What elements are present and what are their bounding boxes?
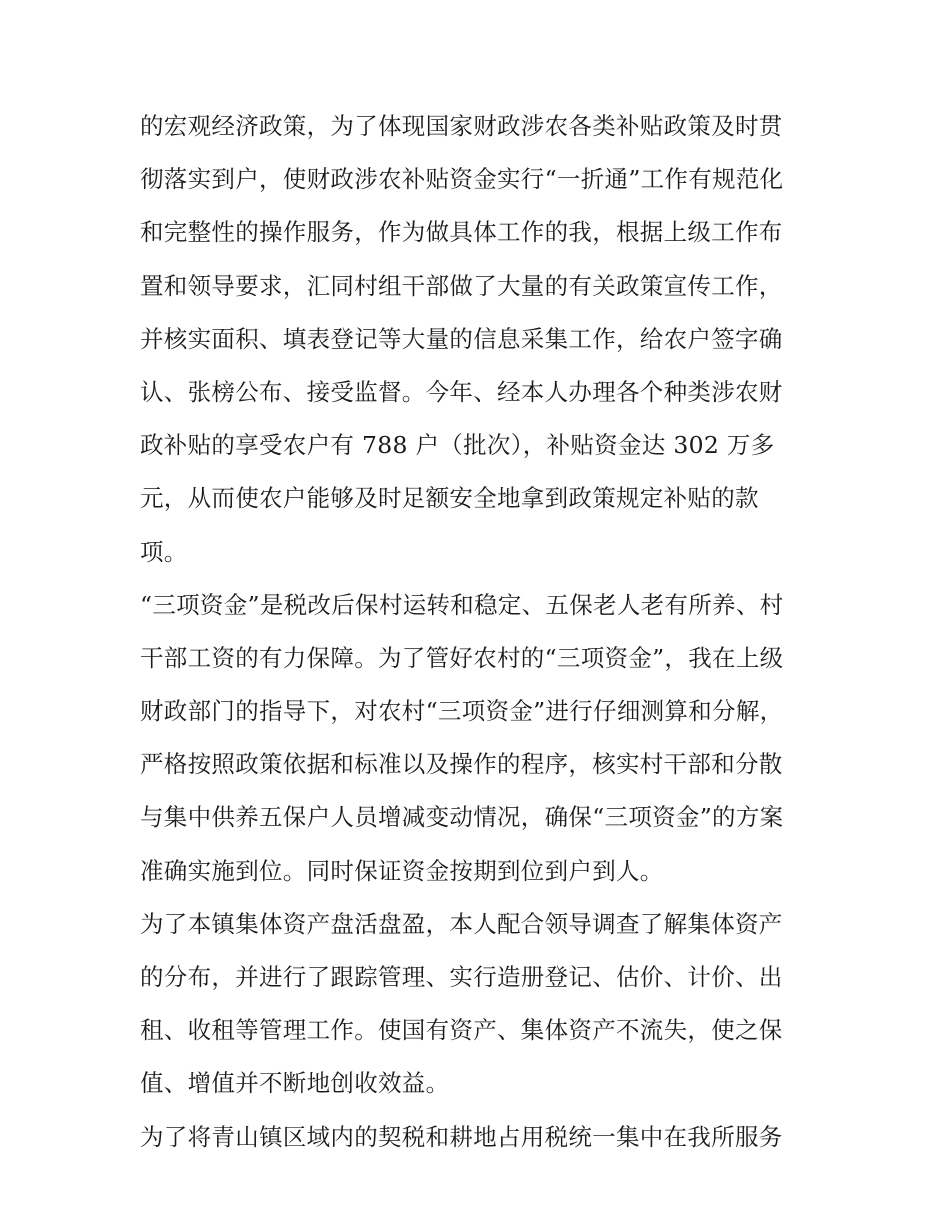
text-line: 财政部门的指导下，对农村“三项资金”进行仔细测算和分解， xyxy=(140,697,784,726)
text-line: 为了本镇集体资产盘活盘盈，本人配合领导调查了解集体资产 xyxy=(140,909,783,938)
text-line: “三项资金”是税改后保村运转和稳定、五保老人老有所养、村 xyxy=(140,590,784,619)
text-line: 和完整性的操作服务，作为做具体工作的我，根据上级工作布 xyxy=(140,218,783,247)
text-line: 认、张榜公布、接受监督。今年、经本人办理各个种类涉农财 xyxy=(140,377,783,406)
text-line: 租、收租等管理工作。使国有资产、集体资产不流失，使之保 xyxy=(140,1016,783,1045)
text-line: 严格按照政策依据和标准以及操作的程序，核实村干部和分散 xyxy=(140,750,783,779)
text-line: 元，从而使农户能够及时足额安全地拿到政策规定补贴的款 xyxy=(140,484,759,513)
text-line: 置和领导要求，汇同村组干部做了大量的有关政策宣传工作， xyxy=(140,271,783,300)
text-line: 并核实面积、填表登记等大量的信息采集工作，给农户签字确 xyxy=(140,324,783,353)
text-line: 的宏观经济政策，为了体现国家财政涉农各类补贴政策及时贯 xyxy=(140,112,783,140)
text-line: 值、增值并不断地创收效益。 xyxy=(140,1069,450,1098)
text-line: 与集中供养五保户人员增减变动情况，确保“三项资金”的方案 xyxy=(140,803,784,832)
body-text xyxy=(140,104,820,1168)
text-line: 的分布，并进行了跟踪管理、实行造册登记、估价、计价、出 xyxy=(140,963,783,991)
text-line: 为了将青山镇区域内的契税和耕地占用税统一集中在我所服务 xyxy=(140,1122,783,1151)
text-line: 彻落实到户，使财政涉农补贴资金实行“一折通”工作有规范化 xyxy=(140,165,784,194)
text-line: 准确实施到位。同时保证资金按期到位到户到人。 xyxy=(140,856,664,885)
text-line: 干部工资的有力保障。为了管好农村的“三项资金”，我在上级 xyxy=(140,643,784,672)
text-line: 项。 xyxy=(140,537,188,566)
text-line: 政补贴的享受农户有 788 户（批次），补贴资金达 302 万多 xyxy=(140,431,775,460)
